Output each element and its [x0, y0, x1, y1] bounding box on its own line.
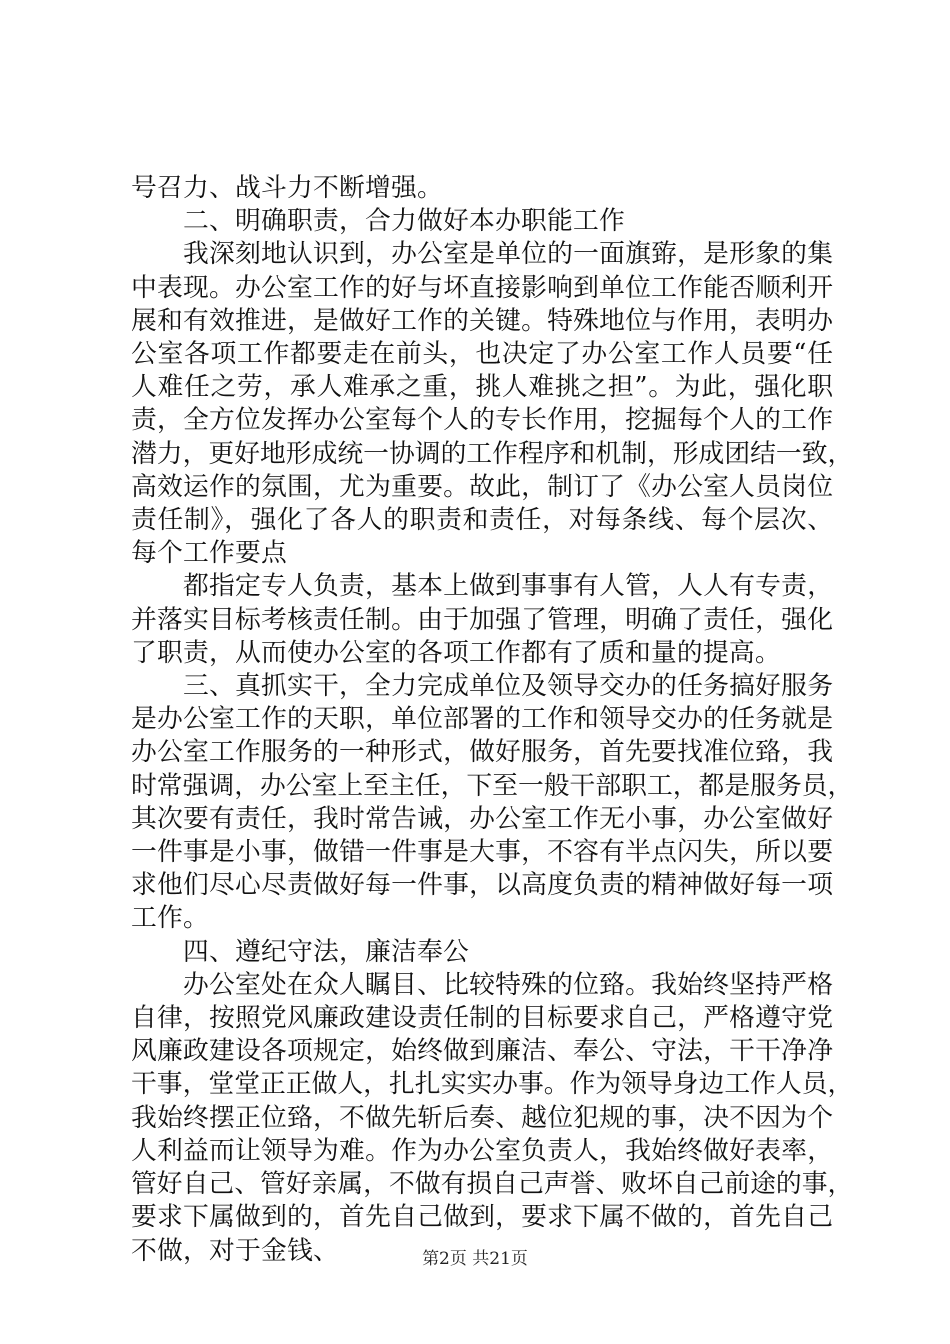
text-line: 责，全方位发挥办公室每个人的专长作用，挖掘每个人的工作: [131, 405, 834, 436]
text-line: 自律，按照党风廉政建设责任制的目标要求自己，严格遵守党: [131, 1003, 834, 1034]
text-line: 不做，对于金钱、: [131, 1235, 339, 1266]
text-line: 中表现。办公室工作的好与坏直接影响到单位工作能否顺利开: [131, 272, 834, 303]
text-line: 工作。: [131, 903, 209, 934]
text-line: 人利益而让领导为难。作为办公室负责人，我始终做好表率，: [131, 1135, 834, 1166]
text-line: 一件事是小事，做错一件事是大事，不容有半点闪失，所以要: [131, 837, 834, 868]
text-line: 时常强调，办公室上至主任，下至一般干部职工，都是服务员，: [131, 770, 854, 801]
text-line: 是办公室工作的天职，单位部署的工作和领导交办的任务就是: [131, 704, 834, 735]
text-line: 我始终摆正位臵，不做先斩后奏、越位犯规的事，决不因为个: [131, 1102, 834, 1133]
text-line: 公室各项工作都要走在前头，也决定了办公室工作人员要“任: [131, 339, 834, 370]
paragraph: [131, 969, 854, 1268]
paragraph: [131, 172, 833, 205]
text-line: 了职责，从而使办公室的各项工作都有了质和量的提高。: [131, 637, 781, 668]
paragraph: [131, 570, 833, 670]
text-line: 每个工作要点: [131, 538, 287, 569]
text-line: 求他们尽心尽责做好每一件事，以高度负责的精神做好每一项: [131, 870, 834, 901]
paragraph: [131, 936, 833, 969]
text-line: 并落实目标考核责任制。由于加强了管理，明确了责任，强化: [131, 604, 834, 635]
text-line: 高效运作的氛围，尤为重要。故此，制订了《办公室人员岗位: [131, 471, 834, 502]
text-line: 其次要有责任，我时常告诫，办公室工作无小事，办公室做好: [131, 803, 834, 834]
text-line: 管好自己、管好亲属，不做有损自己声誉、败坏自己前途的事，: [131, 1169, 854, 1200]
page-footer: 第2页 共21页: [422, 1249, 528, 1269]
paragraph: [131, 670, 854, 936]
text-line: 办公室处在众人瞩目、比较特殊的位臵。我始终坚持严格: [183, 969, 834, 1000]
text-line: 人难任之劳，承人难承之重，挑人难挑之担”。为此，强化职: [131, 372, 834, 403]
text-line: 要求下属做到的，首先自己做到，要求下属不做的，首先自己: [131, 1202, 834, 1233]
text-line: 潜力，更好地形成统一协调的工作程序和机制，形成团结一致，: [131, 438, 854, 469]
text-line: 号召力、战斗力不断增强。: [131, 173, 443, 203]
paragraph: [131, 238, 854, 570]
text-line: 风廉政建设各项规定，始终做到廉洁、奉公、守法，干干净净: [131, 1036, 834, 1067]
text-line: 都指定专人负责，基本上做到事事有人管，人人有专责，: [183, 571, 834, 602]
text-line: 我深刻地认识到，办公室是单位的一面旗臶，是形象的集: [183, 239, 834, 270]
paragraph: [131, 205, 833, 238]
text-line: 三、真抓实干，全力完成单位及领导交办的任务搞好服务: [183, 671, 834, 702]
text-line: 干事，堂堂正正做人，扎扎实实办事。作为领导身边工作人员，: [131, 1069, 854, 1100]
text-line: 二、明确职责，合力做好本办职能工作: [183, 206, 625, 237]
text-line: 四、遵纪守法，廉洁奉公: [183, 936, 469, 967]
text-line: 展和有效推进，是做好工作的关键。特殊地位与作用，表明办: [131, 305, 834, 336]
text-line: 办公室工作服务的一种形式，做好服务，首先要找准位臵，我: [131, 737, 834, 768]
text-line: 责任制》，强化了各人的职责和责任，对每条线、每个层次、: [131, 505, 834, 536]
body-text: [131, 172, 854, 1268]
